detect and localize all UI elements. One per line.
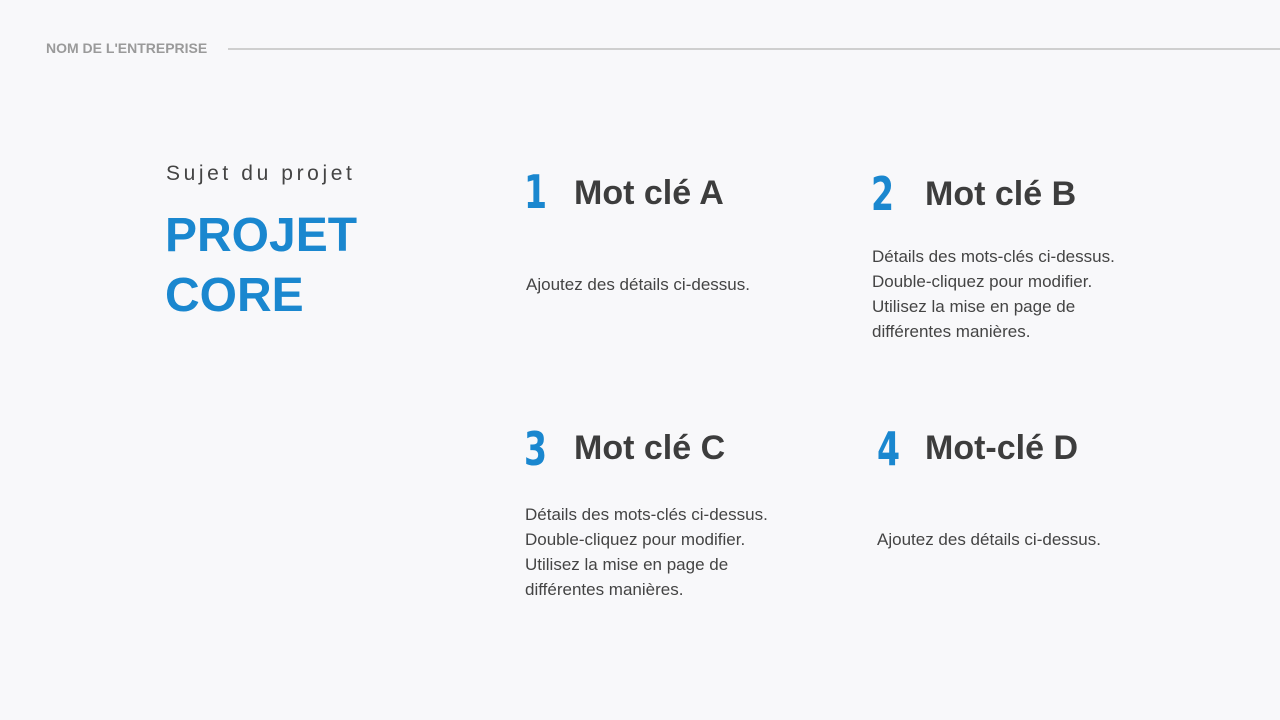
item-keyword: Mot clé C	[574, 429, 726, 467]
project-title-line: CORE	[165, 269, 304, 322]
item-number: 2	[871, 167, 895, 221]
item-details-line: Détails des mots-clés ci-dessus.	[872, 247, 1115, 266]
item-details-line: différentes manières.	[872, 322, 1031, 341]
header-divider	[228, 48, 1280, 50]
item-details-line: Détails des mots-clés ci-dessus.	[525, 505, 768, 524]
item-details-line: Utilisez la mise en page de	[525, 555, 729, 574]
item-keyword: Mot-clé D	[925, 429, 1078, 467]
item-details	[526, 272, 816, 297]
project-title	[165, 206, 465, 326]
item-keyword: Mot clé A	[574, 174, 724, 212]
item-details-line: Double-cliquez pour modifier.	[872, 272, 1093, 291]
item-number: 1	[524, 165, 548, 219]
company-name: NOM DE L'ENTREPRISE	[46, 40, 208, 56]
project-title-line: PROJET	[165, 209, 358, 262]
item-details-line: différentes manières.	[525, 580, 684, 599]
project-subtitle: Sujet du projet	[166, 162, 356, 185]
item-keyword: Mot clé B	[925, 175, 1077, 213]
item-details-line: Utilisez la mise en page de	[872, 297, 1076, 316]
item-details-line: Double-cliquez pour modifier.	[525, 530, 746, 549]
item-details	[877, 527, 1167, 552]
item-number: 4	[877, 422, 901, 476]
item-details-line: Ajoutez des détails ci-dessus.	[877, 530, 1101, 549]
item-details	[525, 502, 815, 602]
item-details-line: Ajoutez des détails ci-dessus.	[526, 275, 750, 294]
item-details	[872, 244, 1162, 344]
item-number: 3	[524, 422, 548, 476]
